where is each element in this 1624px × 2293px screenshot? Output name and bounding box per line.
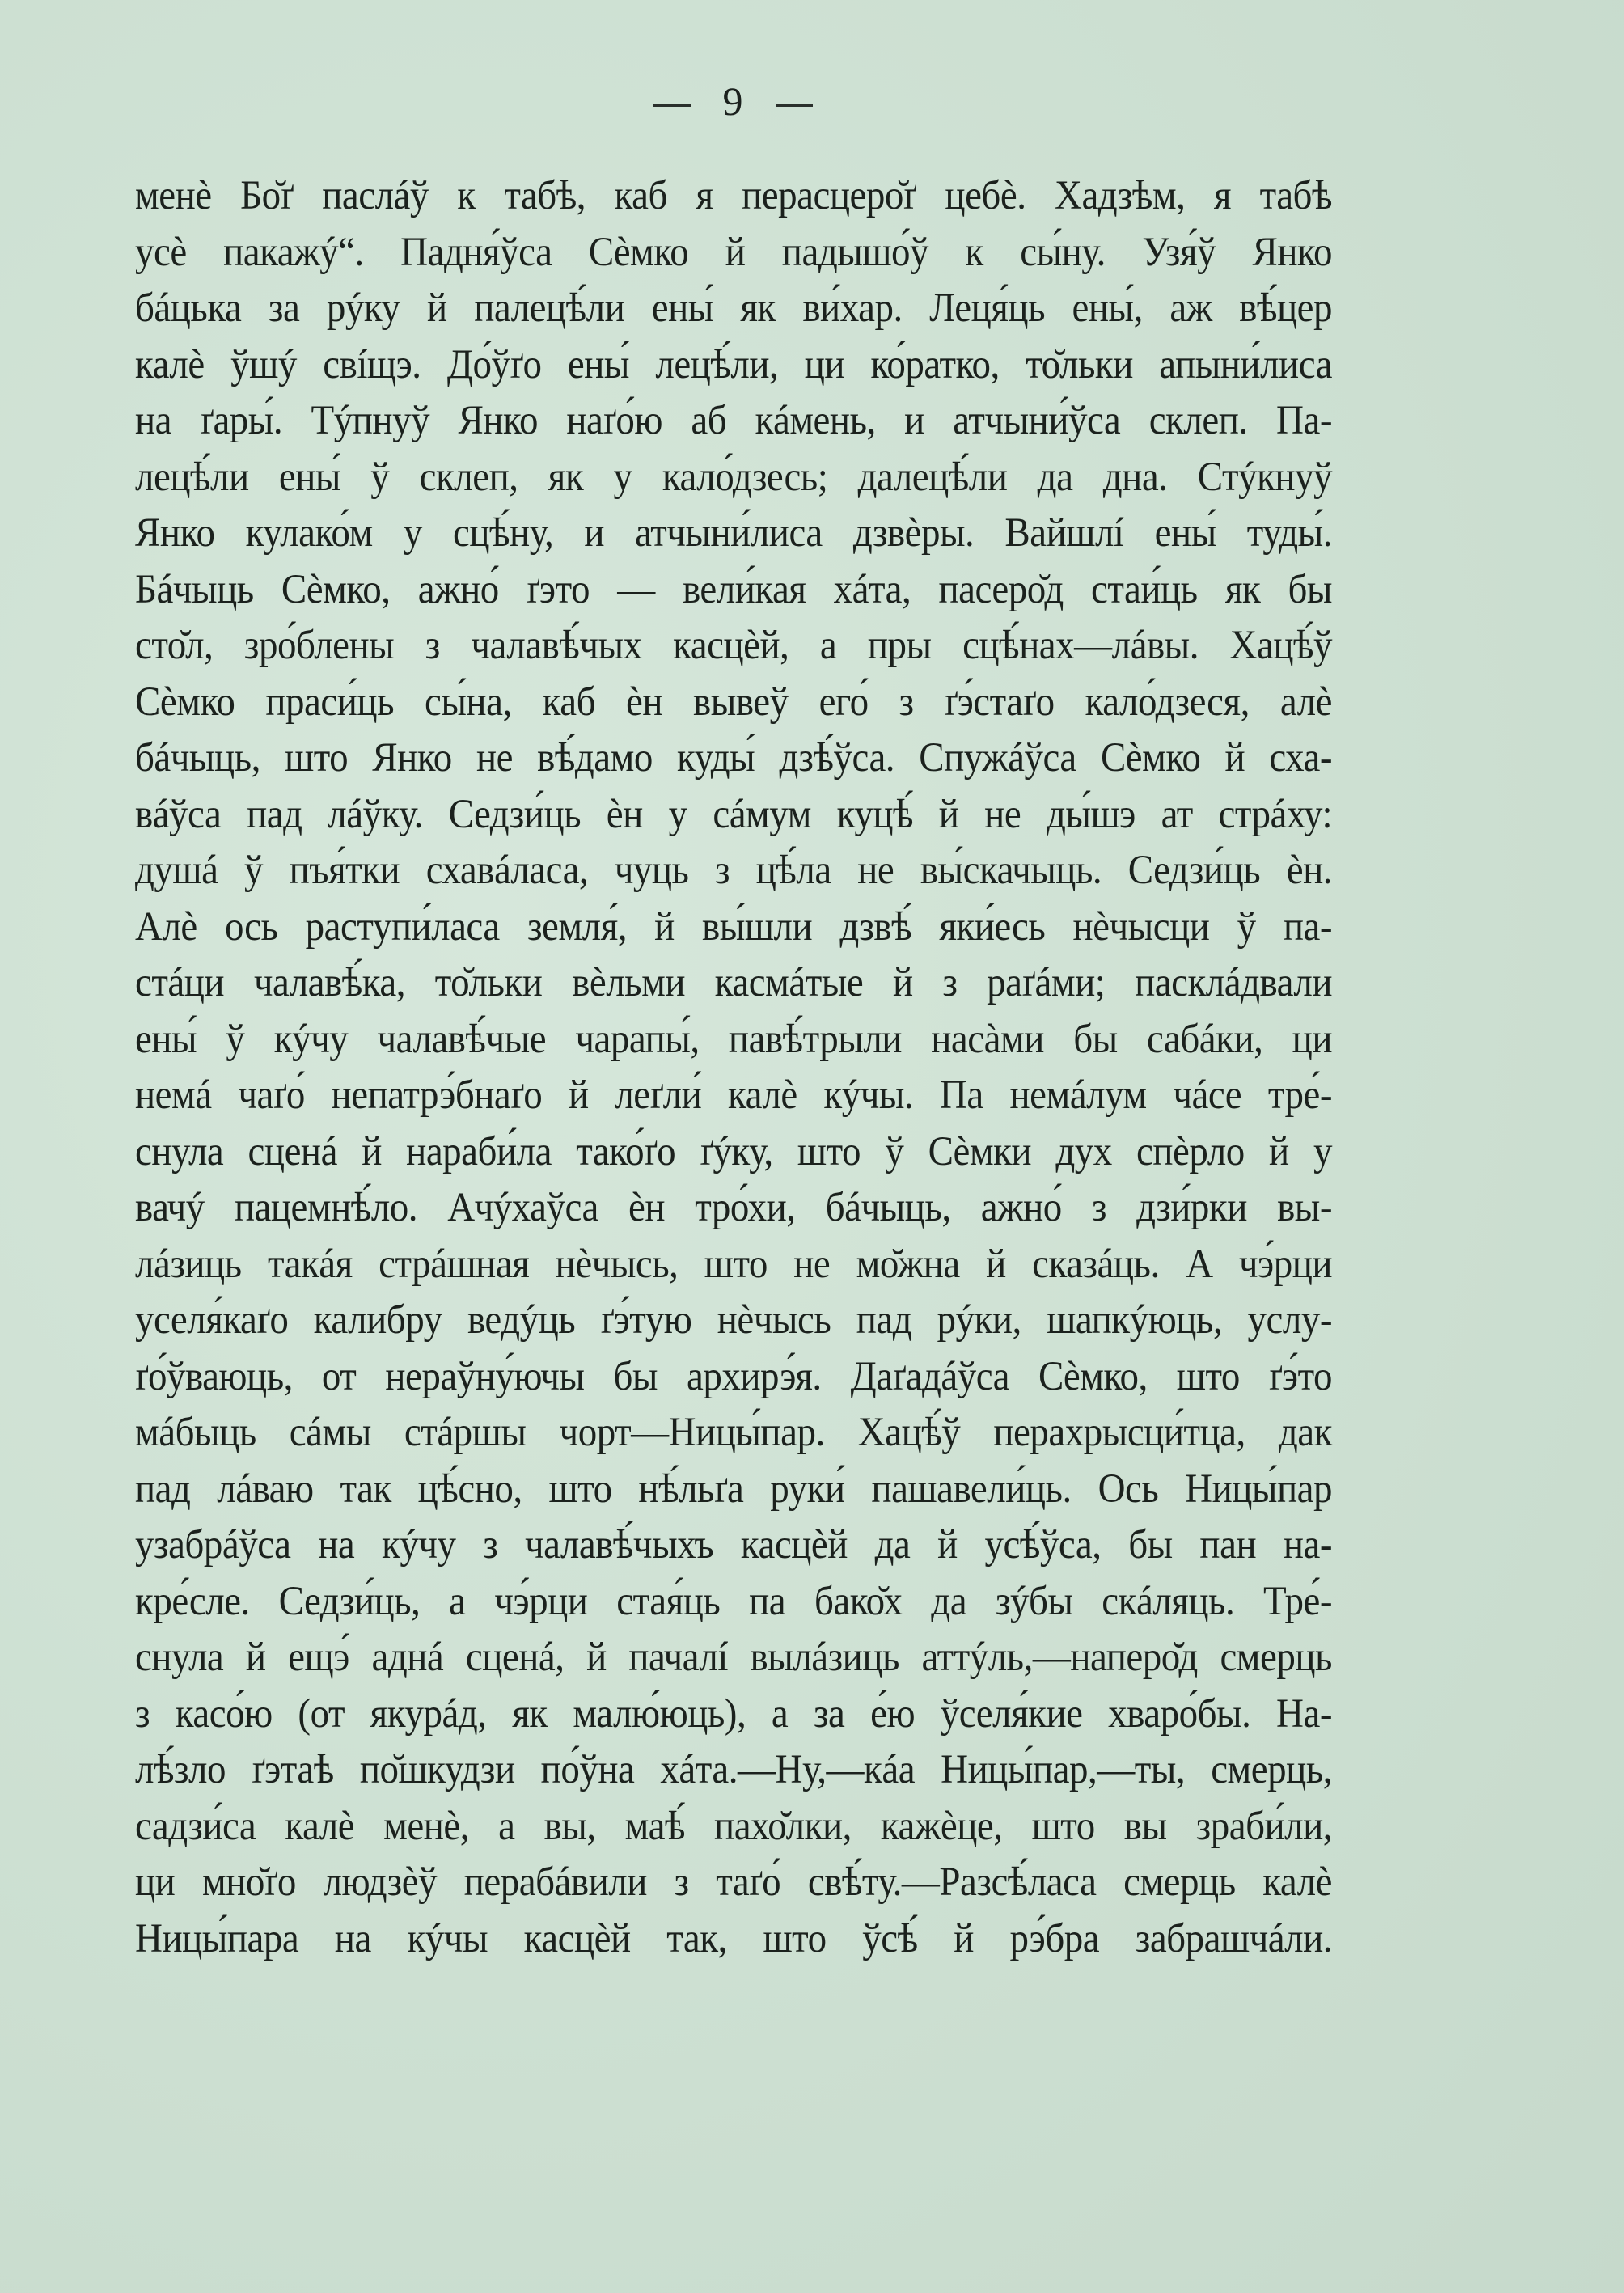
text-line-content: бáцька за рýку й палецѣ́ли ены́ як ви́хар. Леця́ць ены́, аж вѣ́цер	[135, 285, 1332, 332]
text-line	[135, 1009, 1332, 1070]
text-line	[135, 1122, 1332, 1182]
text-line	[135, 1909, 1332, 1969]
text-line	[135, 1347, 1332, 1407]
text-line	[135, 391, 1332, 451]
text-line-content: немá чаґо́ непатрэ́бнаґо й леґли́ калѐ кýчы. Па немáлум чáсе тре́-	[135, 1072, 1332, 1119]
text-line-content: лѣ́зло ґэтаѣ по̆шкудзи по́ўна хáта.—Ну,—кáа Ницы́пар,—ты, смерць,	[135, 1746, 1332, 1793]
text-line-content: уселя́каґо калибру ведýць ґэ́тую нѐчысь пад рýки, шапкýюць, услу-	[135, 1297, 1332, 1343]
text-line-content: вáўса пад лáўку. Седзи́ць ѐн у сáмум куцѣ́ й не ды́шэ ат стрáху:	[135, 791, 1332, 837]
text-line-content: Янко кулако́м у сцѣ́ну, и атчыни́лиса дзвѐры. Вайшлí ены́ туды́.	[135, 510, 1332, 556]
text-line	[135, 1178, 1332, 1238]
text-line-content: узабрáўса на кýчу з чалавѣ́чыхъ касцѐй да й усѣ́ўса, бы пан на-	[135, 1521, 1332, 1568]
text-line	[135, 1852, 1332, 1913]
text-line	[135, 616, 1332, 676]
text-line-content: мáбыць сáмы стáршы чорт—Ницы́пар. Хацѣ́ў перахрысци́тца, дак	[135, 1409, 1332, 1456]
text-line-content: лецѣ́ли ены́ ў склеп, як у кало́дзесь; далецѣ́ли да дна. Стýкнуў	[135, 454, 1332, 500]
text-line-content: ци мно̆ґо людзѐў перабáвили з таґо́ свѣ́ту.—Разсѣ́ласа смерць калѐ	[135, 1859, 1332, 1906]
text-line-content: ены́ ў кýчу чалавѣ́чые чарапы́, павѣ́трыли насàми бы сабáки, ци	[135, 1016, 1332, 1062]
text-line-content: бáчыць, што Янко не вѣ́дамо куды́ дзѣ́ўса. Спужáўса Сѐмко й сха-	[135, 734, 1332, 781]
text-line-content: з касо́ю (от якурáд, як малю́юць), а за е́ю ўселя́кие хваро́бы. На-	[135, 1690, 1332, 1737]
text-line	[135, 953, 1332, 1013]
text-line	[135, 897, 1332, 958]
text-line-content: сто̆л, зро́блены з чалавѣ́чых касцѐй, а пры сцѣ́нах—лáвы. Хацѣ́ў	[135, 622, 1332, 669]
text-line	[135, 1740, 1332, 1800]
text-line-content: кре́сле. Седзи́ць, а чэ́рци стая́ць па бако̆х да зýбы скáляць. Тре́-	[135, 1578, 1332, 1624]
text-line-content: снула й ещэ́ аднá сценá, й пачалí вылáзиць аттýль,—наперо̆д смерць	[135, 1634, 1332, 1681]
text-line-content: лáзиць такáя стрáшная нѐчысь, што не мо̆жна й сказáць. А чэ́рци	[135, 1241, 1332, 1287]
text-line	[135, 1796, 1332, 1857]
text-line	[135, 503, 1332, 564]
text-line-content: усѐ пакажý“. Падня́ўса Сѐмко й падышо́ў к сы́ну. Узя́ў Янко	[135, 229, 1332, 275]
text-line-content: Ницы́пара на кýчы касцѐй так, што ўсѣ́ й рэ́бра забрашчáли.	[135, 1915, 1332, 1961]
body-text	[135, 168, 1332, 1967]
page-number-dash-left	[653, 104, 691, 107]
page-number-value: 9	[722, 78, 743, 124]
text-line-content: снула сценá й нараби́ла тако́ґо ґýку, што ў Сѐмки дух спѐрло й у	[135, 1128, 1332, 1174]
text-line	[135, 840, 1332, 901]
text-line	[135, 672, 1332, 733]
text-line-content: душá ў пъя́тки схавáласа, чуць з цѣ́ла не вы́скачыць. Седзи́ць ѐн.	[135, 847, 1332, 894]
text-line	[135, 785, 1332, 845]
text-line-content: на ґары́. Тýпнуў Янко наґо́ю аб кáмень, и атчыни́ўса склеп. Па-	[135, 397, 1332, 444]
text-line	[135, 1402, 1332, 1463]
text-line	[135, 728, 1332, 789]
text-line	[135, 222, 1332, 283]
text-line	[135, 278, 1332, 339]
text-line-content: калѐ ўшý свíщэ. До́ўґо ены́ лецѣ́ли, ци ко́ратко, то̆льки апыни́лиса	[135, 341, 1332, 387]
text-line-content: садзи́са калѐ менѐ, а вы, маѣ́ пахо̆лки, кажѐце, што вы зраби́ли,	[135, 1803, 1332, 1849]
text-line-content: ґо́ўваюць, от нераўну́ючы бы архирэ́я. Даґадáўса Сѐмко, што ґэ́то	[135, 1353, 1332, 1399]
text-line	[135, 1065, 1332, 1126]
text-line	[135, 1459, 1332, 1520]
text-line-content: стáци чалавѣ́ка, то̆льки вѐльми касмáтые й з раґáми; пасклáдвали	[135, 959, 1332, 1006]
page-number-dash-right	[776, 104, 813, 107]
text-line-content: пад лáваю так цѣ́сно, што нѣ́льґа руки́ пашавели́ць. Ось Ницы́пар	[135, 1466, 1332, 1512]
page-number	[0, 77, 1465, 125]
text-line	[135, 1684, 1332, 1745]
text-line	[135, 1234, 1332, 1295]
text-line-content: менѐ Бо̆ґ паслáў к табѣ, каб я перасцеро̆ґ цебѐ. Хадзѣм, я табѣ	[135, 172, 1332, 219]
text-line	[135, 335, 1332, 396]
text-line	[135, 447, 1332, 508]
text-line	[135, 166, 1332, 226]
text-line	[135, 1290, 1332, 1351]
text-line	[135, 1627, 1332, 1688]
text-line	[135, 1572, 1332, 1632]
text-line-content: Алѐ ось раступи́ласа земля́, й вы́шли дзвѣ́ яки́есь нѐчысци ў па-	[135, 903, 1332, 950]
text-line-content: Бáчыць Сѐмко, ажно́ ґэто — вели́кая хáта, пасеро̆д стаи́ць як бы	[135, 566, 1332, 612]
text-line	[135, 1515, 1332, 1576]
text-line	[135, 560, 1332, 620]
text-line-content: вачý пацемнѣ́ло. Ачýхаўса ѐн тро́хи, бáчыць, ажно́ з дзи́рки вы-	[135, 1184, 1332, 1231]
text-line-content: Сѐмко праси́ць сы́на, каб ѐн вывеў его́ з ґэ́стаґо кало́дзеся, алѐ	[135, 679, 1332, 725]
